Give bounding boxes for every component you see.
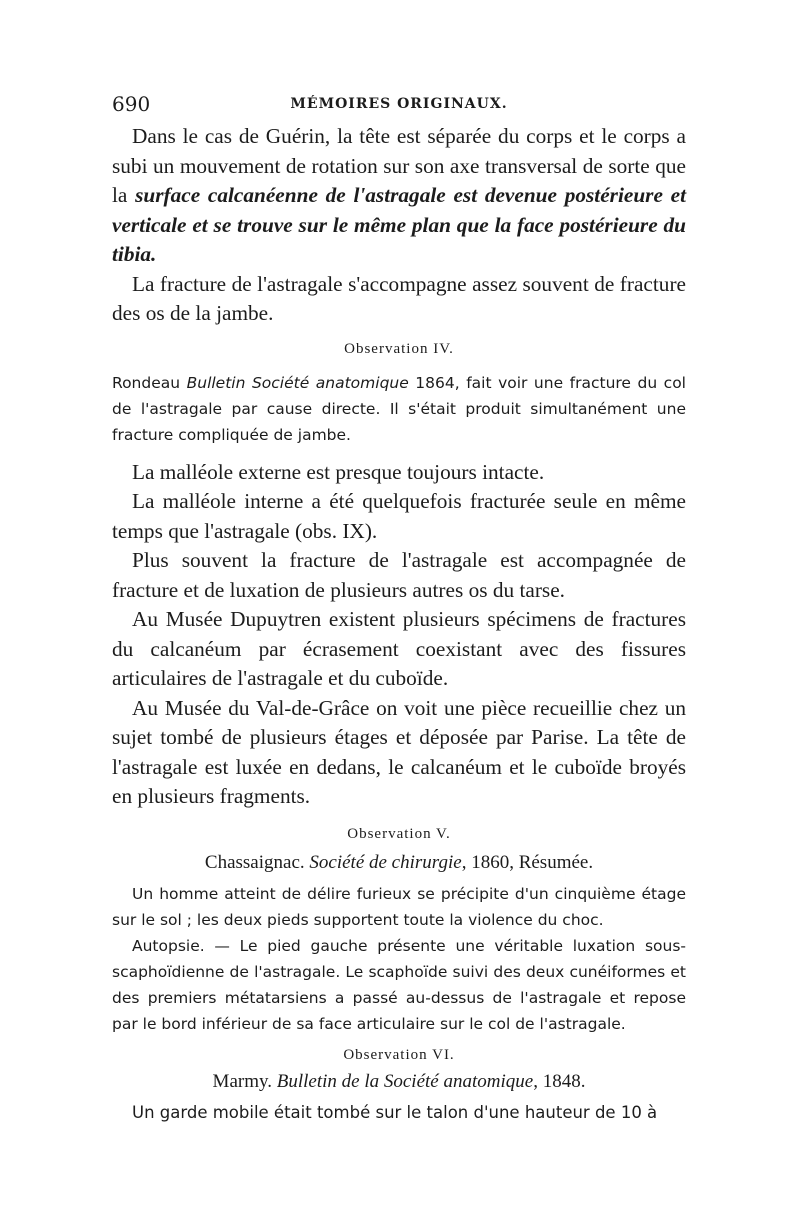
- paragraph-tarse: Plus souvent la fracture de l'astragale est accompagnée de fracture et de luxation de plusieurs autres os du tarse.: [112, 548, 686, 602]
- page-number: 690: [112, 92, 151, 116]
- paragraph-val-de-grace: Au Musée du Val-de-Grâce on voit une pièce recueillie chez un sujet tombé de plusieurs étages et déposée par Parise. La tête de l'astragale est luxée en dedans, le calcanéum et le cuboïde broyés en plusieurs fragments.: [112, 695, 686, 808]
- observation-4-heading: Observation IV.: [344, 340, 454, 357]
- observation-6-heading: Observation VI.: [343, 1046, 455, 1063]
- observation-6-paragraph-1: Un garde mobile était tombé sur le talon d'une hauteur de 10 à: [132, 1102, 658, 1122]
- observation-4-author: Rondeau: [112, 373, 181, 392]
- paragraph-malleole-externe: La malléole externe est presque toujours intacte.: [132, 459, 545, 484]
- observation-4-text: [112, 370, 686, 448]
- observation-5-paragraph-1: Un homme atteint de délire furieux se précipite d'un cinquième étage sur le sol ; les deux pieds supportent toute la violence du choc.: [112, 884, 686, 929]
- observation-6-citation: [112, 1068, 686, 1096]
- paragraph-fracture-jambe: La fracture de l'astragale s'accompagne assez souvent de fracture des os de la jambe.: [112, 271, 686, 325]
- observation-5-paragraph-2: Autopsie. — Le pied gauche présente une véritable luxation sous-scaphoïdienne de l'astragale. Le scaphoïde suivi des deux cunéiformes et des premiers métatarsiens a passé au-dessus de l'astragale et repose par le bord inférieur de sa face articulaire sur le col de l'astragale.: [112, 936, 686, 1033]
- paragraph-guerin: [112, 122, 686, 270]
- observation-5-source-tail: , 1860, Résumée.: [461, 851, 594, 873]
- observation-5-heading: Observation V.: [347, 825, 451, 842]
- observation-5-citation: [112, 849, 686, 877]
- observation-5-author: Chassaignac.: [204, 851, 305, 873]
- observation-6-author: Marmy.: [212, 1070, 272, 1092]
- running-title: MÉMOIRES ORIGINAUX.: [290, 96, 508, 112]
- observation-4-source: Bulletin Société anatomique: [186, 373, 409, 392]
- paragraph-guerin-start: Dans le cas de Guérin, la tête est séparée du corps et le corps a subi un mouvement de rotation sur son axe transversal de sorte que la: [112, 124, 686, 207]
- observation-6-source: Bulletin de la Société anatomique: [276, 1070, 534, 1092]
- paragraph-guerin-emphasis: surface calcanéenne de l'astragale est devenue postérieure et verticale et se trouve sur le même plan que la face postérieure du tibia.: [112, 183, 686, 266]
- paragraph-malleole-interne: La malléole interne a été quelquefois fracturée seule en même temps que l'astragale (obs. IX).: [112, 489, 686, 543]
- observation-5-source: Société de chirurgie: [309, 851, 462, 873]
- observation-4-body: 1864, fait voir une fracture du col de l'astragale par cause directe. Il s'était produit simultanément une fracture compliquée de jambe.: [112, 373, 686, 444]
- paragraph-dupuytren: Au Musée Dupuytren existent plusieurs spécimens de fractures du calcanéum par écrasement coexistant avec des fissures articulaires de l'astragale et du cuboïde.: [112, 607, 686, 690]
- running-head: [112, 90, 686, 120]
- observation-6-source-tail: , 1848.: [533, 1070, 586, 1092]
- page: [112, 90, 686, 1126]
